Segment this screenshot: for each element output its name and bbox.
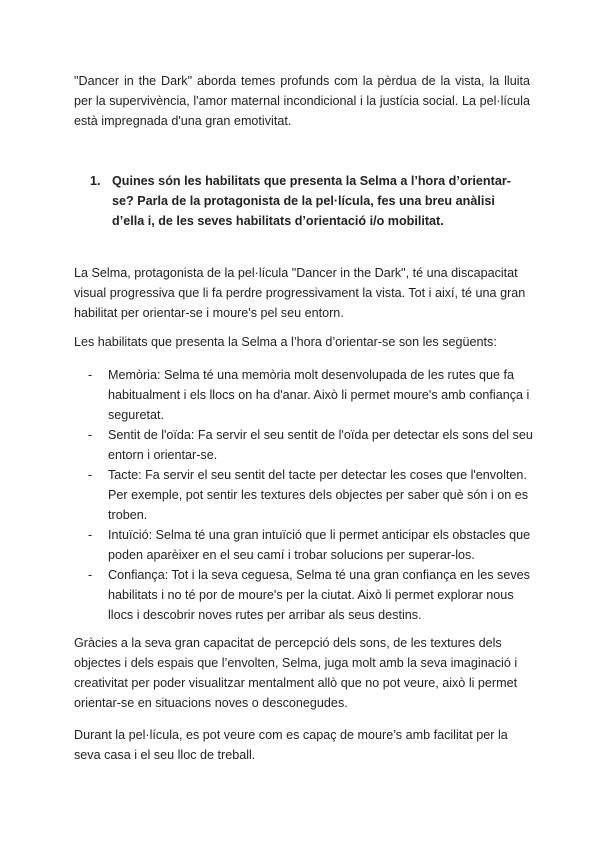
skill-text: Confiança: Tot i la seva ceguesa, Selma té una gran confiança en les seves habilitats i no té por de moure's per la ciutat. Això li permet explorar nous llocs i descobrir noves rutes per arribar als seus destins. xyxy=(108,568,530,622)
answer-paragraph-3: Durant la pel·lícula, es pot veure com es capaç de moure’s amb facilitat per la seva casa i el seu lloc de treball. xyxy=(74,728,508,762)
skill-text: Sentit de l'oïda: Fa servir el seu sentit de l'oïda per detectar els sons del seu entorn i orientar-se. xyxy=(108,428,533,462)
skill-item-memoria xyxy=(74,365,534,425)
answer-paragraph-1: La Selma, protagonista de la pel·lícula "Dancer in the Dark", té una discapacitat visual progressiva que li fa perdre progressivament la vista. Tot i així, té una gran habilitat per orientar-se i moure's pel seu entorn. xyxy=(74,266,526,320)
question-number: 1. xyxy=(90,174,101,188)
skill-item-tacte xyxy=(74,465,534,525)
skill-text: Tacte: Fa servir el seu sentit del tacte per detectar les coses que l'envolten. Per exemple, pot sentir les textures dels objectes per saber què són i on es troben. xyxy=(108,468,529,522)
skills-list xyxy=(74,365,534,625)
question-text: Quines són les habilitats que presenta la Selma a l’hora d’orientar-se? Parla de la protagonista de la pel·lícula, fes una breu anàlisi d’ella i, de les seves habilitats d’orientació i/o mobilitat. xyxy=(112,174,511,228)
bullet-dash: - xyxy=(88,468,93,482)
question-item xyxy=(90,171,530,231)
bullet-dash: - xyxy=(88,368,93,382)
skill-item-intuicio xyxy=(74,525,534,565)
skill-text: Intuïció: Selma té una gran intuïció que li permet anticipar els obstacles que poden aparèixer en el seu camí i trobar solucions per superar-los. xyxy=(108,528,531,562)
bullet-dash: - xyxy=(88,568,93,582)
bullet-dash: - xyxy=(88,428,93,442)
skill-item-confianca xyxy=(74,565,534,625)
skill-text: Memòria: Selma té una memòria molt desenvolupada de les rutes que fa habitualment i els llocs on ha d'anar. Això li permet moure's amb confiança i seguretat. xyxy=(108,368,530,422)
skills-intro: Les habilitats que presenta la Selma a l’hora d’orientar-se son les següents: xyxy=(74,335,497,349)
answer-paragraph-2: Gràcies a la seva gran capacitat de percepció dels sons, de les textures dels objectes i dels espais que l’envolten, Selma, juga molt amb la seva imaginació i creativitat per poder visualitzar mentalment allò que no pot veure, això li permet orientar-se en situacions noves o desconegudes. xyxy=(74,636,518,710)
skill-item-oida xyxy=(74,425,534,465)
intro-paragraph: "Dancer in the Dark" aborda temes profunds com la pèrdua de la vista, la lluita per la supervivència, l'amor maternal incondicional i la justícia social. La pel·lícula està impregnada d'una gran emotivitat. xyxy=(74,74,530,128)
bullet-dash: - xyxy=(88,528,93,542)
